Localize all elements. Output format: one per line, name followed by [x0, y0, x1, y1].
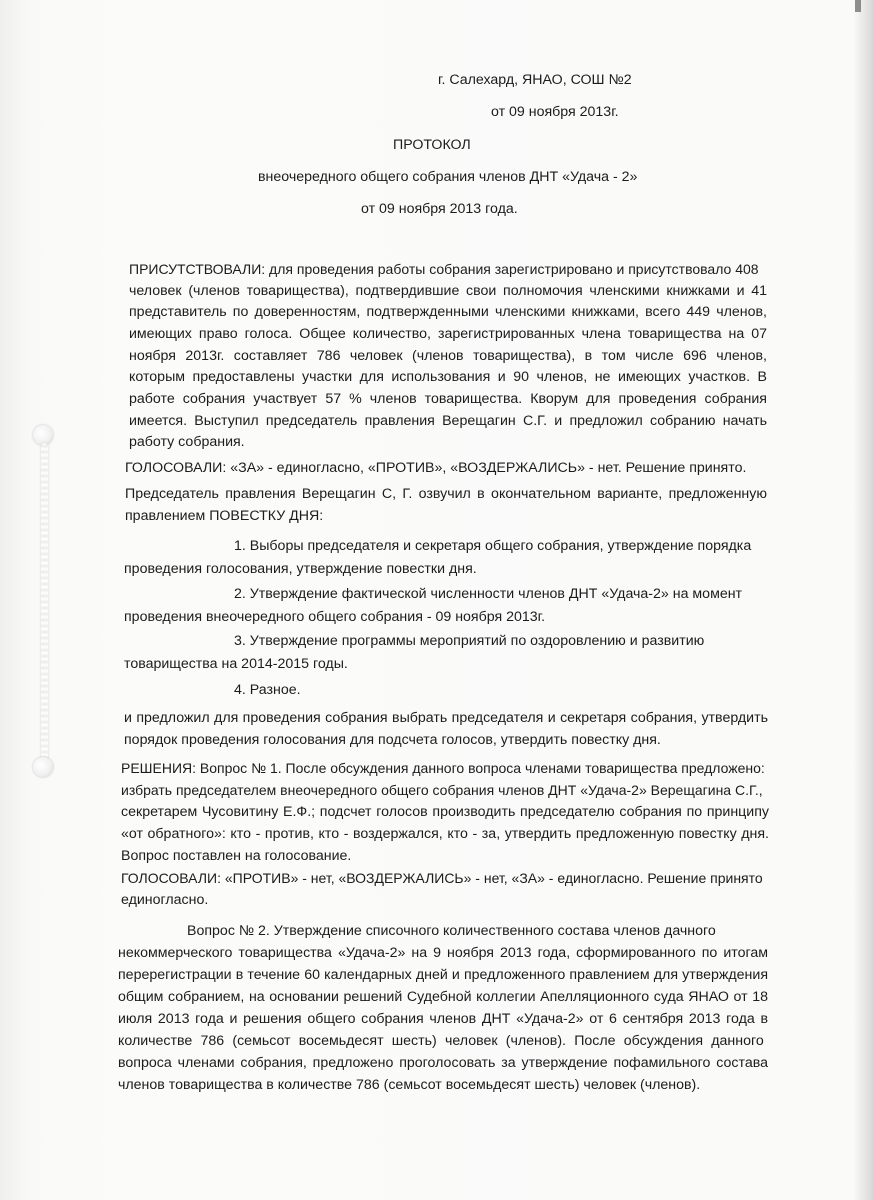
agenda-item-2-cont: проведения внеочередного общего собрания - 09 ноября 2013г.	[124, 609, 546, 625]
agenda-intro-line: Председатель правления Верещагин С, Г. озвучил в окончательном варианте, предложенную	[125, 486, 767, 502]
question-2-line: июля 2013 года и решения общего собрания членов ДНТ «Удача-2» от 6 сентября 2013 года в	[118, 1011, 768, 1027]
vote-result-2-line: единогласно.	[121, 892, 209, 908]
present-line: работу собрания.	[129, 434, 245, 450]
page-edge-shadow	[853, 0, 873, 1200]
proposal-line: и предложил для проведения собрания выбрать председателя и секретаря собрания, утвердить	[124, 710, 768, 726]
present-line: человек (членов товарищества), подтвердившие свои полномочия членскими книжками и 41	[129, 283, 767, 299]
binding-hole-bottom	[33, 757, 53, 777]
agenda-item-3: 3. Утверждение программы мероприятий по оздоровлению и развитию	[234, 633, 705, 649]
present-line: работе собрания участвует 57 % членов товарищества. Кворум для проведения собрания	[129, 391, 767, 407]
question-2-line: членов товарищества в количестве 786 (семьсот восемьдесят шесть) человек (членов).	[118, 1077, 701, 1093]
decision-line: РЕШЕНИЯ: Вопрос № 1. После обсуждения данного вопроса членами товарищества предложено:	[121, 760, 765, 776]
vote-result-2-line: ГОЛОСОВАЛИ: «ПРОТИВ» - нет, «ВОЗДЕРЖАЛИСЬ» - нет, «ЗА» - единогласно. Решение принято	[121, 870, 763, 886]
agenda-intro-line: правлением ПОВЕСТКУ ДНЯ:	[125, 508, 324, 524]
proposal-line: порядок проведения голосования для подсчета голосов, утвердить повестку дня.	[124, 732, 661, 748]
document-date-line: от 09 ноября 2013 года.	[361, 201, 518, 217]
agenda-item-3-cont: товарищества на 2014-2015 годы.	[124, 656, 348, 672]
question-2-line: перерегистрации в течение 60 календарных дней и предложенного правлением для утверждения	[118, 967, 768, 983]
binding-hole-top	[33, 425, 53, 445]
decision-line: Вопрос поставлен на голосование.	[121, 848, 352, 864]
present-line: которым предоставлены участки для использования и 90 членов, не имеющих участков. В	[129, 369, 767, 385]
agenda-item-4: 4. Разное.	[234, 682, 301, 698]
agenda-item-2: 2. Утверждение фактической численности членов ДНТ «Удача-2» на момент	[234, 586, 743, 602]
question-2-line: вопроса членами собрания, предложено проголосовать за утверждение пофамильного состава	[118, 1055, 768, 1071]
present-line: имеющих право голоса. Общее количество, зарегистрированных члена товарищества на 07	[129, 326, 767, 342]
vote-result-1: ГОЛОСОВАЛИ: «ЗА» - единогласно, «ПРОТИВ», «ВОЗДЕРЖАЛИСЬ» - нет. Решение принято.	[125, 460, 747, 476]
binding-string	[41, 443, 48, 763]
present-line: ПРИСУТСТВОВАЛИ: для проведения работы собрания зарегистрировано и присутствовало 408	[129, 261, 759, 277]
agenda-item-1-cont: проведения голосования, утверждение повестки дня.	[124, 561, 477, 577]
header-date: от 09 ноября 2013г.	[491, 104, 619, 120]
header-place: г. Салехард, ЯНАО, СОШ №2	[438, 72, 632, 88]
present-line: имеется. Выступил председатель правления Верещагин С.Г. и предложил собранию начать	[129, 413, 767, 429]
decision-line: «от обратного»: кто - против, кто - воздержался, кто - за, утвердить предложенную повестку дня.	[121, 826, 769, 842]
present-line: ноября 2013г. составляет 786 человек (членов товарищества), в том числе 696 членов,	[129, 348, 767, 364]
decision-line: секретарем Чусовитину Е.Ф.; подсчет голосов производить председателю собрания по принципу	[121, 804, 769, 820]
document-title: ПРОТОКОЛ	[393, 137, 471, 153]
question-2-line: количестве 786 (семьсот восемьдесят шесть) человек (членов). После обсуждения данного	[118, 1033, 764, 1049]
present-line: представитель по доверенностям, подтвержденными членскими книжками, всего 449 членов,	[129, 304, 767, 320]
question-2-line: Вопрос № 2. Утверждение списочного количественного состава членов дачного	[187, 923, 716, 939]
question-2-line: общим собранием, на основании решений Судебной коллегии Апелляционного суда ЯНАО от 18	[118, 989, 768, 1005]
decision-line: избрать председателем внеочередного общего собрания членов ДНТ «Удача-2» Верещагина С.Г.,	[121, 782, 763, 798]
question-2-line: некоммерческого товарищества «Удача-2» на 9 ноября 2013 года, сформированного по итогам	[118, 945, 768, 961]
agenda-item-1: 1. Выборы председателя и секретаря общего собрания, утверждение порядка	[234, 538, 752, 554]
document-subtitle: внеочередного общего собрания членов ДНТ «Удача - 2»	[258, 169, 638, 185]
binding-thread	[33, 425, 57, 785]
scan-corner-mark	[855, 0, 861, 12]
